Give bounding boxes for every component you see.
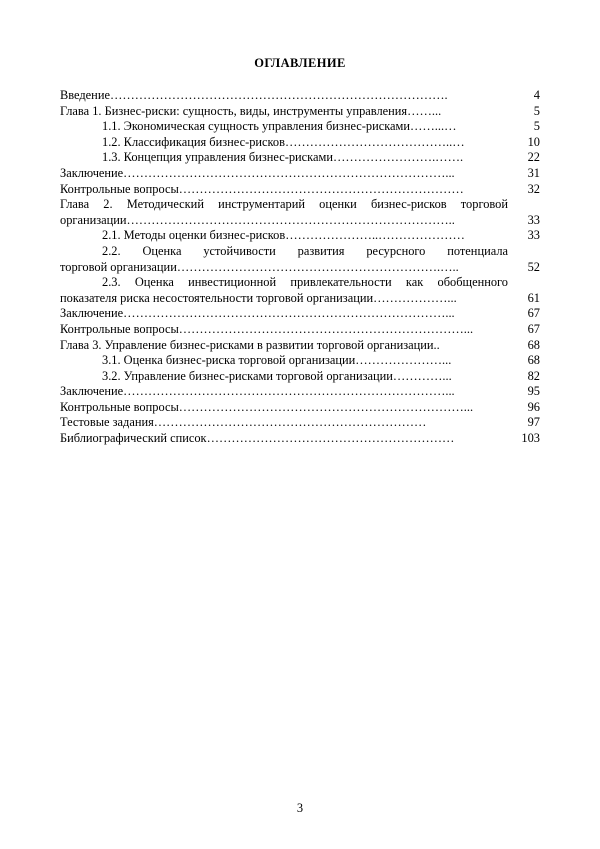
toc-entry-text: Контрольные вопросы……………………………………………………………...	[60, 321, 474, 336]
toc-entry-text: Заключение……………………………………………………………………...	[60, 306, 455, 321]
toc-entry-questions-3[interactable]	[60, 400, 540, 416]
toc-entry-text: Глава 1. Бизнес-риски: сущность, виды, инструменты управления……...	[60, 103, 442, 118]
toc-entry-text: Контрольные вопросы……………………………………………………………	[60, 181, 464, 196]
toc-entry-page: 82	[527, 368, 540, 383]
toc-entry-chapter-2[interactable]	[60, 197, 540, 228]
toc-entry-conclusion-1[interactable]	[60, 166, 540, 182]
toc-entry-text-line1: Глава 2. Методический инструментарий оценки бизнес-рисков торговой	[60, 197, 508, 212]
toc-entry-3-1[interactable]	[60, 353, 540, 369]
toc-entry-1-2[interactable]	[60, 135, 540, 151]
toc-entry-2-2[interactable]	[60, 244, 540, 275]
toc-entry-text: организации……………………………………………………………………..	[60, 212, 455, 227]
toc-entry-page: 68	[527, 337, 540, 352]
toc-entry-page: 5	[533, 103, 540, 118]
toc-entry-page: 22	[527, 150, 540, 165]
toc-entry-text: 2.1. Методы оценки бизнес-рисков…………………..…………………	[102, 228, 465, 243]
toc-entry-page: 52	[527, 259, 540, 274]
toc-entry-questions-2[interactable]	[60, 322, 540, 338]
toc-entry-bibliography[interactable]	[60, 431, 540, 447]
toc-entry-page: 4	[533, 88, 540, 102]
toc-entry-text-line1: 2.2. Оценка устойчивости развития ресурсного потенциала	[102, 243, 508, 258]
toc-entry-1-3[interactable]	[60, 150, 540, 166]
toc-entry-text: Заключение……………………………………………………………………...	[60, 165, 455, 180]
toc-entry-page: 67	[527, 306, 540, 321]
toc-entry-text: 1.3. Концепция управления бизнес-рисками…………………….…….	[102, 150, 464, 165]
toc-entry-text: торговой организации……………………………………………………….…..	[60, 259, 459, 274]
toc-entry-text: 3.1. Оценка бизнес-риска торговой организации…………………...	[102, 353, 452, 368]
toc-entry-page: 68	[527, 353, 540, 368]
toc-entry-page: 32	[527, 181, 540, 196]
toc-entry-page: 95	[527, 384, 540, 399]
toc-entry-page: 97	[527, 415, 540, 430]
table-of-contents	[60, 88, 540, 447]
toc-entry-2-3[interactable]	[60, 275, 540, 306]
toc-entry-page: 67	[527, 321, 540, 336]
toc-entry-text-line1: 2.3. Оценка инвестиционной привлекательности как обобщенного	[102, 275, 508, 290]
toc-entry-text: 1.2. Классификация бизнес-рисков…………………………………..…	[102, 134, 465, 149]
toc-entry-page: 10	[527, 134, 540, 149]
toc-entry-2-1[interactable]	[60, 228, 540, 244]
toc-entry-page: 103	[521, 431, 540, 446]
page-number: 3	[296, 801, 304, 815]
toc-entry-text: Контрольные вопросы……………………………………………………………...	[60, 399, 474, 414]
toc-entry-questions-1[interactable]	[60, 182, 540, 198]
toc-entry-1-1[interactable]	[60, 119, 540, 135]
toc-entry-page: 33	[527, 212, 540, 227]
toc-entry-chapter-3[interactable]	[60, 338, 540, 354]
toc-entry-conclusion-2[interactable]	[60, 306, 540, 322]
toc-entry-page: 31	[527, 165, 540, 180]
toc-entry-text: Введение……………………………………………………………………….	[60, 88, 448, 102]
toc-entry-page: 96	[527, 399, 540, 414]
toc-entry-introduction[interactable]	[60, 88, 540, 104]
toc-entry-text: Тестовые задания…………………………………………………………	[60, 415, 427, 430]
toc-entry-page: 33	[527, 228, 540, 243]
toc-entry-page: 61	[527, 290, 540, 305]
toc-entry-3-2[interactable]	[60, 369, 540, 385]
toc-title: ОГЛАВЛЕНИЕ	[254, 56, 346, 70]
toc-entry-text: Заключение……………………………………………………………………...	[60, 384, 455, 399]
toc-entry-text: Глава 3. Управление бизнес-рисками в развитии торговой организации..	[60, 337, 440, 352]
toc-entry-conclusion-3[interactable]	[60, 384, 540, 400]
toc-entry-text: 3.2. Управление бизнес-рисками торговой организации…………...	[102, 368, 452, 383]
toc-entry-text: Библиографический список……………………………………………………	[60, 431, 455, 446]
toc-entry-text: показателя риска несостоятельности торговой организации………………...	[60, 290, 457, 305]
toc-entry-tests[interactable]	[60, 415, 540, 431]
toc-entry-text: 1.1. Экономическая сущность управления бизнес-рисками……...…	[102, 119, 457, 134]
toc-entry-chapter-1[interactable]	[60, 104, 540, 120]
toc-entry-page: 5	[533, 119, 540, 134]
